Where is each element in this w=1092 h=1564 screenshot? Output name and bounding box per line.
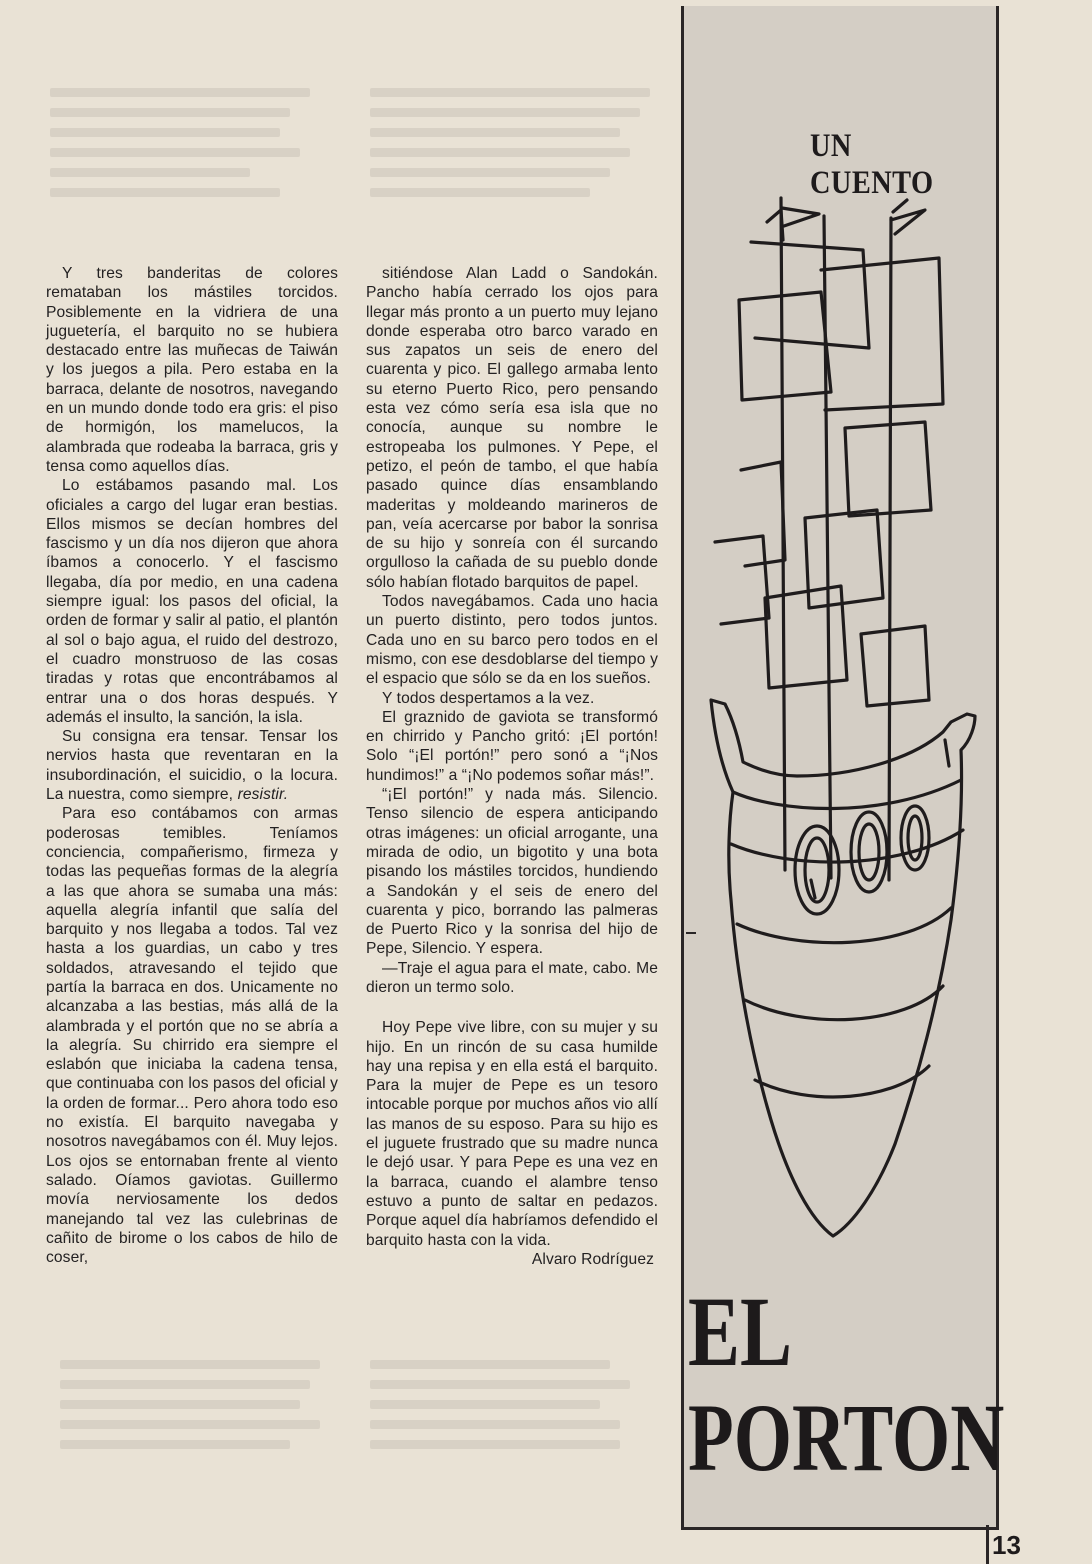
show-through-line xyxy=(370,188,590,197)
show-through-line xyxy=(60,1380,310,1389)
show-through-line xyxy=(60,1440,290,1449)
show-through-line xyxy=(370,168,610,177)
show-through-line xyxy=(370,1360,610,1369)
title-line-1: EL xyxy=(688,1276,793,1387)
section-kicker: UN CUENTO xyxy=(810,128,934,201)
paragraph: —Traje el agua para el mate, cabo. Me dieron un termo solo. xyxy=(366,959,658,996)
show-through-line xyxy=(370,1400,600,1409)
show-through-line xyxy=(370,88,650,97)
paragraph: Y todos despertamos a la vez. xyxy=(382,689,595,707)
show-through-line xyxy=(50,148,300,157)
show-through-line xyxy=(370,1440,620,1449)
show-through-line xyxy=(370,108,640,117)
paragraph: Lo estábamos pasando mal. Los oficiales a cargo del lugar eran bestias. Ellos mismos se decían hombres del fascismo y un día nos dijeron que ahora íbamos a conocerlo. Y el fascismo llegaba, día por medio, en una cadena siempre igual: los pasos del oficial, la orden de formar y salir al patio, el plantón al sol o bajo agua, el ruido del destrozo, el cuadro monstruoso de las cosas tiradas y rotas que encontrábamos al entrar una o dos horas después. Y además el insulto, la sanción, la isla. xyxy=(46,477,338,726)
article-column-2 xyxy=(366,264,658,1269)
show-through-line xyxy=(50,188,280,197)
boat-illustration xyxy=(681,180,999,1260)
show-through-line xyxy=(370,1380,630,1389)
paragraph: Y tres banderitas de colores remataban los mástiles torcidos. Posiblemente en la vidriera de una juguetería, el barquito no se hubiera destacado entre las muñecas de Taiwán y los juegos a pila. Pero estaba en la barraca, delante de nosotros, navegando en un mundo donde todo era gris: el piso de hormigón, los mamelucos, la alambrada que rodeaba la barraca, gris y tensa como aquellos días. xyxy=(46,265,338,475)
show-through-line xyxy=(370,128,620,137)
show-through-line xyxy=(370,148,630,157)
paragraph-text: Su consigna era tensar. Tensar los nervios hasta que reventaran en la insubordinación, el suicidio, o la locura. La nuestra, como siempre, xyxy=(46,728,338,804)
article-column-1 xyxy=(46,264,338,1267)
page-number-rule xyxy=(986,1525,989,1564)
stray-mark xyxy=(686,932,696,934)
paragraph: sitiéndose Alan Ladd o Sandokán. Pancho había cerrado los ojos para llegar más pronto a un puerto muy lejano donde esperaba otro barco varado en sus zapatos un seis de enero del cuarenta y pico. El gallego armaba lento su eterno Puerto Rico, pero pensando esta vez cómo sería esa isla que no conocía, aunque su nombre le estropeaba los pulmones. Y Pepe, el petizo, el peón de tambo, el que había pasado quince días ensamblando maderitas y moldeando marineros de pan, veía acercarse por babor la sonrisa de su hijo y sonreía con él surcando orgulloso la cañada de su pueblo donde sólo habían flotado barquitos de papel. xyxy=(366,265,658,591)
paragraph: Hoy Pepe vive libre, con su mujer y su hijo. En un rincón de su casa humilde hay una repisa y en ella está el barquito. Para la mujer de Pepe es un tesoro intocable porque por muchos años vio allí las manos de su esposo. Para su hijo es el juguete frustrado que su madre nunca le dejó usar. Y para Pepe es una vez en la barraca, cuando el alambre tenso estuvo a punto de saltar en pedazos. Porque aquel día habríamos defendido el barquito hasta con la vida. xyxy=(366,1019,658,1249)
paragraph xyxy=(46,727,338,804)
emphasis-text: resistir. xyxy=(237,786,289,804)
paragraph: Para eso contábamos con armas poderosas temibles. Teníamos conciencia, compañerismo, firmeza y todas las pequeñas formas de la alegría a las que ahora se sumaba una más: aquella alegría infantil que salía del barquito y nos llegaba a todos. Tal vez hasta a los guardias, un cabo y tres soldados, atravesando el tejido que partía la barraca en dos. Unicamente no alcanzaba a las bestias, más allá de la alambrada y el portón que no se abría a la alegría. Su chirrido era siempre el eslabón que iniciaba la cadena tensa, que continuaba con los pasos del oficial y la orden de formar... Pero ahora todo eso no existía. El barquito navegaba y nosotros navegábamos con él. Muy lejos. Los ojos se entornaban frente al viento salado. Oíamos gaviotas. Guillermo movía nerviosamente los dedos manejando tal vez las culebrinas de cañito de birome o los cabos de hilo de coser, xyxy=(46,805,339,1267)
paragraph: Todos navegábamos. Cada uno hacia un puerto distinto, pero todos juntos. Cada uno en su barco pero todos en el mismo, con ese desdoblarse del tiempo y el espacio que sólo se da en los sueños. xyxy=(366,593,658,688)
paragraph: El graznido de gaviota se transformó en chirrido y Pancho gritó: ¡El portón! Solo “¡El portón!” pero sonó a “¡Nos hundimos!” a “¡No podemos soñar más!”. xyxy=(366,708,658,784)
show-through-line xyxy=(370,1420,620,1429)
show-through-line xyxy=(50,88,310,97)
show-through-line xyxy=(50,128,280,137)
show-through-line xyxy=(60,1400,300,1409)
show-through-line xyxy=(60,1420,320,1429)
page-number: 13 xyxy=(992,1530,1021,1560)
paragraph: “¡El portón!” y nada más. Silencio. Tenso silencio de espera anticipando otras imágenes: un oficial arrogante, una mirada de odio, un bigotito y una bota pisando los mástiles torcidos, hundiendo a Sandokán y el seis de enero del cuarenta y pico, borrando las palmeras de Puerto Rico y la sonrisa del hijo de Pepe, Silencio. Y espera. xyxy=(366,786,658,958)
title-line-2: PORTON xyxy=(688,1384,1005,1491)
author-signature: Alvaro Rodríguez xyxy=(531,1250,654,1268)
show-through-line xyxy=(50,168,250,177)
show-through-line xyxy=(50,108,290,117)
show-through-line xyxy=(60,1360,320,1369)
